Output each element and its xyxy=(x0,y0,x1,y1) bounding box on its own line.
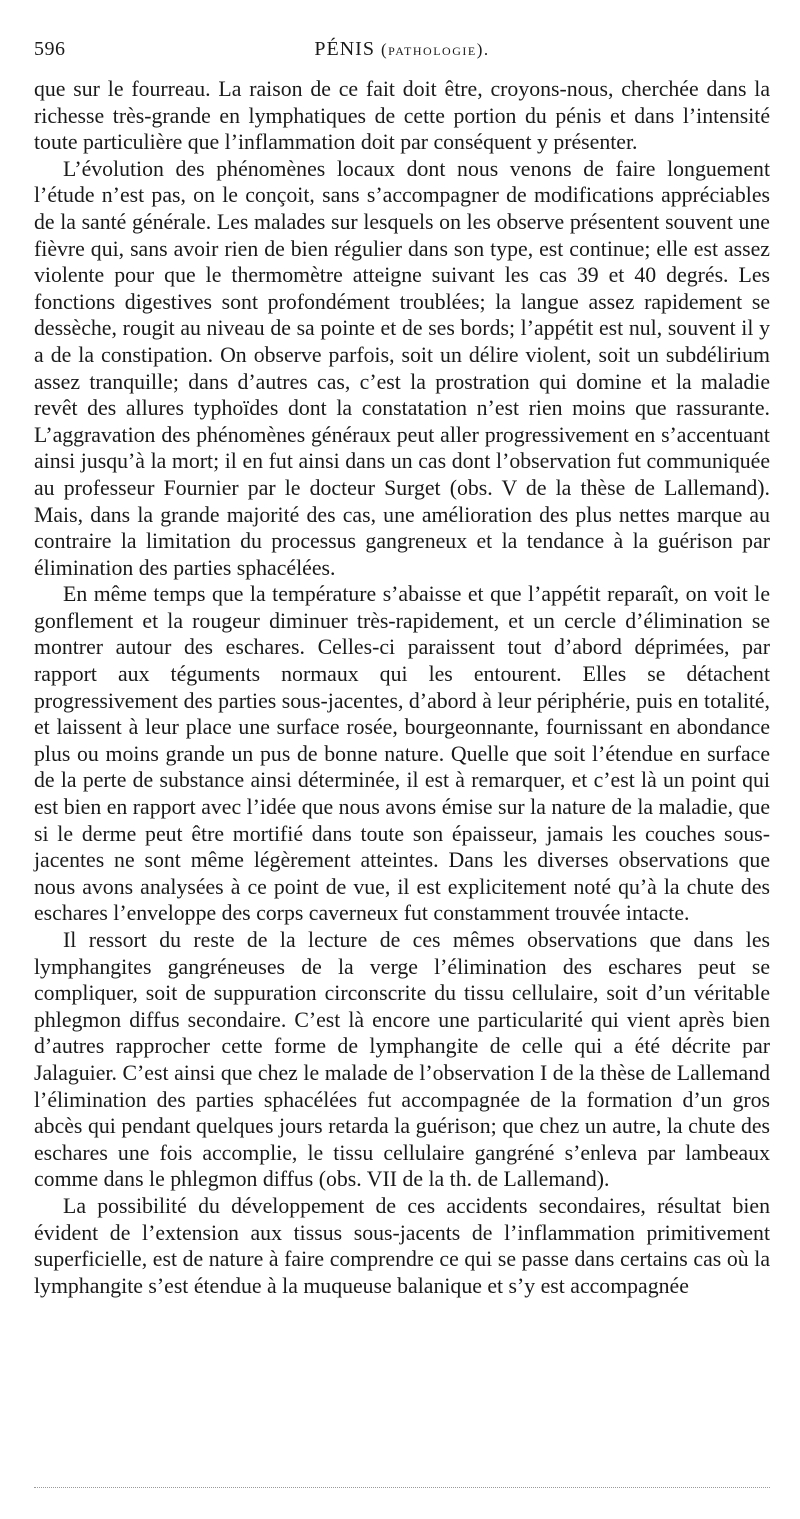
body-text xyxy=(34,76,770,1299)
footer-dotted-rule xyxy=(34,1487,770,1488)
paragraph-general-symptoms: L’évolution des phénomènes locaux dont nous venons de faire longuement l’étude n’est pas, on le conçoit, sans s’accompagner de modifications appréciables de la santé générale. Les malades sur lesquels on les observe présentent souvent une fièvre qui, sans avoir rien de bien régulier dans son type, est continue; elle est assez violente pour que le thermomètre atteigne suivant les cas 39 et 40 degrés. Les fonctions digestives sont profondément troublées; la langue assez rapidement se dessèche, rougit au niveau de sa pointe et de ses bords; l’appétit est nul, souvent il y a de la constipation. On observe parfois, soit un délire violent, soit un subdélirium assez tranquille; dans d’autres cas, c’est la prostration qui domine et la maladie revêt des allures typhoïdes dont la constatation n’est rien moins que rassurante. L’aggravation des phénomènes généraux peut aller progressivement en s’accentuant ainsi jusqu’à la mort; il en fut ainsi dans un cas dont l’observation fut communiquée au professeur Fournier par le docteur Surget (obs. V de la thèse de Lallemand). Mais, dans la grande majorité des cas, une amélioration des plus nettes marque au contraire la limitation du processus gangreneux et la tendance à la guérison par élimination des parties sphacélées. xyxy=(34,156,770,580)
running-head xyxy=(34,38,770,68)
paragraph-complications: Il ressort du reste de la lecture de ces mêmes observations que dans les lymphangites gangréneuses de la verge l’élimination des eschares peut se compliquer, soit de suppuration circonscrite du tissu cellulaire, soit d’un véritable phlegmon diffus secondaire. C’est là encore une particularité qui vient après bien d’autres rapprocher cette forme de lymphangite de celle qui a été décrite par Jalaguier. C’est ainsi que chez le malade de l’observation I de la thèse de Lallemand l’élimination des parties sphacélées fut accompagnée de la formation d’un gros abcès qui pendant quelques jours retarda la guérison; que chez un autre, la chute des eschares une fois accomplie, le tissu cellulaire gangréné s’enleva par lambeaux comme dans le phlegmon diffus (obs. VII de la th. de Lallemand). xyxy=(34,928,770,1192)
paragraph-secondary-accidents: La possibilité du développement de ces accidents secondaires, résultat bien évident de l’extension aux tissus sous-jacents de l’inflammation primitivement superficielle, est de nature à faire comprendre ce qui se passe dans certains cas où la lymphangite s’est étendue à la muqueuse balanique et s’y est accompagnée xyxy=(34,1193,770,1298)
paragraph-elimination: En même temps que la température s’abaisse et que l’appétit reparaît, on voit le gonflement et la rougeur diminuer très-rapidement, et un cercle d’élimination se montrer autour des eschares. Celles-ci paraissent tout d’abord déprimées, par rapport aux téguments normaux qui les entourent. Elles se détachent progressivement des parties sous-jacentes, d’abord à leur périphérie, puis en totalité, et laissent à leur place une surface rosée, bourgeonnante, fournissant en abondance plus ou moins grande un pus de bonne nature. Quelle que soit l’étendue en surface de la perte de substance ainsi déterminée, il est à remarquer, et c’est là un point qui est bien en rapport avec l’idée que nous avons émise sur la nature de la maladie, que si le derme peut être mortifié dans toute son épaisseur, jamais les couches sous-jacentes ne sont même légèrement atteintes. Dans les diverses observations que nous avons analysées à ce point de vue, il est explicitement noté qu’à la chute des eschares l’enveloppe des corps caverneux fut constamment trouvée intacte. xyxy=(34,582,770,926)
page-number: 596 xyxy=(34,38,66,60)
running-title-subtitle: (pathologie). xyxy=(380,40,490,59)
running-title-main: PÉNIS xyxy=(314,38,375,60)
paragraph-continued: que sur le fourreau. La raison de ce fait doit être, croyons-nous, cherchée dans la richesse très-grande en lymphatiques de cette portion du pénis et dans l’intensité toute particulière que l’inflammation doit par conséquent y présenter. xyxy=(34,77,770,155)
running-title xyxy=(34,38,770,61)
